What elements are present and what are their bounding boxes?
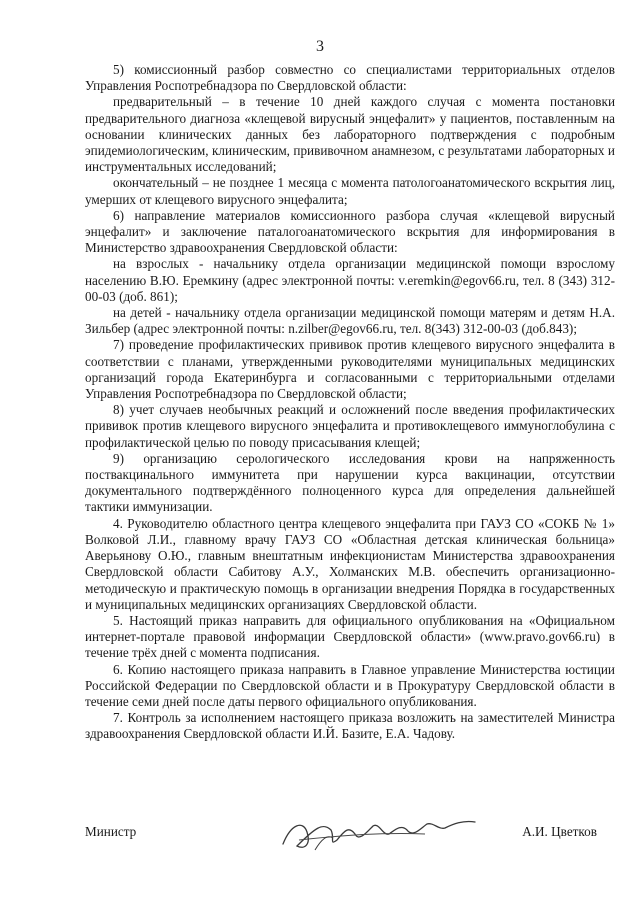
signatory-title: Министр	[85, 824, 137, 839]
page-number: 3	[316, 38, 324, 55]
signatory-name: А.И. Цветков	[522, 824, 597, 839]
paragraph-8-reactions: 8) учет случаев необычных реакций и осложнений после введения профилактических прививок против клещевого вирусного энцефалита и противоклещевого иммуноглобулина с профилактической целью по поводу присасывания клещей;	[85, 402, 615, 450]
paragraph-7-vaccination: 7) проведение профилактических прививок против клещевого вирусного энцефалита в соответствии с планами, утвержденными руководителями муниципальных медицинских организаций города Екатеринбурга и согласованными с территориальными отделами Управления Роспотребнадзора по Свердловской области;	[85, 337, 615, 402]
clause-4-tick-center: 4. Руководителю областного центра клещевого энцефалита при ГАУЗ СО «СОКБ № 1» Волковой Л.И., главному врачу ГАУЗ СО «Областная детская клиническая больница» Аверьянову О.Ю., главным внештатным инфекционистам Министерства здравоохранения Свердловской области Сабитову А.У., Холманских М.В. обеспечить организационно-методическую и практическую помощь в организации внедрения Порядка в государственных и муниципальных медицинских организациях Свердловской области.	[85, 515, 615, 612]
paragraph-children-contact: на детей - начальнику отдела организации медицинской помощи матерям и детям Н.А. Зильбер (адрес электронной почты: n.zilber@egov66.ru, тел. 8(343) 312-00-03 (доб.843);	[85, 305, 615, 337]
paragraph-5-commission-review: 5) комиссионный разбор совместно со специалистами территориальных отделов Управления Роспотребнадзора по Свердловской области:	[85, 62, 615, 94]
paragraph-6-materials: 6) направление материалов комиссионного разбора случая «клещевой вирусный энцефалит» и заключение паталогоанатомического вскрытия для информирования в Министерство здравоохранения Свердловской области:	[85, 207, 615, 256]
paragraph-preliminary: предварительный – в течение 10 дней каждого случая с момента постановки предварительного диагноза «клещевой вирусный энцефалит» у пациентов, поставленным на основании клинических данных без лабораторного подтверждения с подробным эпидемиологическим, клиническим, прививочном анамнезом, с результатами лабораторных и инструментальных исследований;	[85, 94, 615, 175]
signature-block	[85, 810, 615, 870]
clause-5-publication: 5. Настоящий приказ направить для официального опубликования на «Официальном интернет-портале правовой информации Свердловской области» (www.pravo.gov66.ru) в течение трёх дней с момента подписания.	[85, 612, 615, 661]
handwritten-signature	[275, 810, 485, 856]
clause-6-copy: 6. Копию настоящего приказа направить в Главное управление Министерства юстиции Российской Федерации по Свердловской области и в Прокуратуру Свердловской области в течение семи дней после даты первого официального опубликования.	[85, 661, 615, 709]
paragraph-adults-contact: на взрослых - начальнику отдела организации медицинской помощи взрослому населению В.Ю. Еремкину (адрес электронной почты: v.eremkin@egov66.ru, тел. 8 (343) 312-00-03 (доб. 861);	[85, 256, 615, 304]
clause-7-control: 7. Контроль за исполнением настоящего приказа возложить на заместителей Министра здравоохранения Свердловской области И.Й. Базите, Е.А. Чадову.	[85, 710, 615, 742]
paragraph-9-serology: 9) организацию серологического исследования крови на напряженность поствакцинального иммунитета при нарушении курса вакцинации, отсутствии документального подтверждённого полноценного курса для определения дальнейшей тактики иммунизации.	[85, 450, 615, 515]
paragraph-final: окончательный – не позднее 1 месяца с момента патологоанатомического вскрытия лиц, умерших от клещевого вирусного энцефалита;	[85, 175, 615, 207]
document-body	[85, 62, 615, 743]
